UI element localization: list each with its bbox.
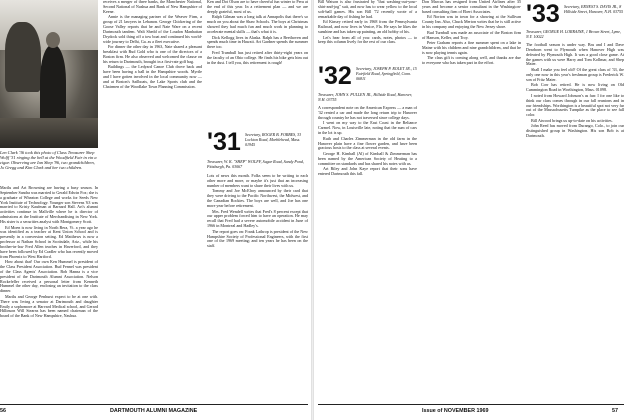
footer-rule: [0, 404, 308, 405]
treasurer-title: Treasurer, GEORGE H. LORRAINE, 1 Brown Street, Lyme, N.Y. 10022: [526, 29, 622, 39]
right-column-4: [526, 43, 624, 406]
paragraph: Ed Kinsey retired early in 1968 from the Pennsylvania Railroad, and now lives in Venice, Fla. He says he likes the sunshine and has taken up painting, an old hobby of his.: [318, 19, 417, 34]
paragraph: Dick Kellogg lives in Alaska. Ralph has a Beethoven and spends much time in Hawaii. Art Gardner spends the summer there too.: [207, 34, 308, 50]
paragraph: How about that! Our own Ken Hummel is president of the Class President Association. Bud Fennel was president of the Class Agents' Association. Bob Hanna is a vice president of the Dartmouth Alumni Association. Nelson Rockefeller received a personal letter from Kenneth Hummel the other day, enclosing an invitation to the class dinner.: [0, 259, 98, 294]
paragraph: Bob Corr has retired. He is now living on Old Cummington Road in Worthington, Mass. 01098.: [526, 82, 624, 93]
paragraph: For dinner the other day in 1963, Nate shared a pleasant breakfast with Bud Gold who is one of the directors of a Boston firm. He also observed and welcomed the clause on his return to Dartmouth, brought in a first-rate golf bag.: [103, 44, 202, 64]
paragraph: Annie is the managing partner of the Weaver Firm, a group of 21 lawyers in Lebanon. George Chickering of the Goose Valley reports that he and Nate Ware on a recent Dartmouth tandem. Walt Shedd of the Loudon Manhattan Drydock sold thing off a tow boat and continued his world-wide journey to Delhi, Ga. as a fleet executive.: [103, 14, 202, 44]
paragraph: Fred Trumbull has just retired after thirty-eight years on the faculty of an Ohio college. He finds his bike gets him out in the dust. I tell you, this retirement is rough!: [207, 49, 308, 65]
paragraph: John Reed has moved from Durango, Colo., to join our distinguished group in Washington. His son Bob is at Dartmouth.: [526, 123, 624, 139]
photo-person: [40, 45, 66, 125]
page-number: 56: [0, 408, 6, 414]
left-page: [0, 0, 312, 420]
secretary-title: Secretary, ERNEST S. DAVIS JR., 8 Hillside Street, Hanover, N.H. 03755: [564, 4, 623, 14]
class-photo: [0, 0, 98, 148]
paragraph: Don Marcus has resigned from United Airlines after 35 years and become a senior consultant in the Washington-based consulting firm of Ebert Associates.: [422, 0, 521, 14]
paragraph: Marilu and George Penhurst expect to be at one with. There was Irving a senator at Dartmouth and daughter Emily a sophomore at Harvard Medical school, and Gerard Hillinson Will Stearns has been named chairman of the board of the Bank of New Hampshire, Nashua.: [0, 293, 98, 319]
paragraph: The class gift is coming along well, and thanks are due to everyone who has taken part in the effort.: [422, 55, 521, 66]
right-column-2: [318, 106, 417, 406]
publication-name: DARTMOUTH ALUMNI MAGAZINE: [110, 408, 198, 414]
paragraph: Bud Turnbull was made an associate of the Boston firm of Hanson, Keller, and Troy.: [422, 29, 521, 40]
left-column-3: [207, 0, 308, 128]
footer-rule: [318, 404, 624, 405]
treasurer-title: Treasurer, W. K. "SHEP" WOLFF, Sugar Road, Sandy Pond, Pittsburgh, Pa. 03067: [207, 159, 304, 169]
treasurer-title: Treasurer, JOHN S. PULLEN JR., Hillside Road, Hanover, N.H. 03755: [318, 92, 413, 102]
left-column-1: [0, 186, 98, 406]
paragraph: Shall I make you feel old? Of the great class of '33, the only one now in this year's freshman group is Frederick W. son of Fritz Maier.: [526, 67, 624, 82]
paragraph: Bill Watson is also frustrated by "that washing-out-your-shirt-and-jog" suit, and now has to wear yellow to the local soft-ball games. His son Bill '72 recently wrote of a remarkable day of fishing he had.: [318, 0, 417, 19]
paragraph: Ed Norton was in town for a showing at the Sullivan County Inn. Also, Chuck Merton writes that he is still active in his company and enjoying the New Jersey shore.: [422, 14, 521, 30]
secretary-title: Secretary, ROGER B. FORBES, 33 Lockton Road, Marblehead, Mass. 01945: [245, 132, 302, 147]
right-page: [314, 0, 628, 420]
paragraph: Ed Moen is now living in North Bera, Vt. a year ago he was identified as a teacher at Kent Union School and is presently in a conversion setting. Ed Matthews is now a professor at Nathan School in Scottsdale, Ariz., while his brother-in-law Fred Allen teaches in Haverford, and they have been followed by Ed Cradler who has recently moved from Phoenix to West Hartford.: [0, 224, 98, 259]
paragraph: The football season is under way. Bru and I and Dave Dearborn went to Plymouth when Hanover High was defeated by Plymouth High. It was a good close game. At the games with us were Harry and Tom Kollmar, and Shep Maier.: [526, 43, 624, 67]
paragraph: receives a merger of three banks, the Manchester National, Second National of Nashua and Bank of New Hampshire of Keene.: [103, 0, 202, 14]
paragraph: Let's hear from all of you: cards, notes, photos — to keep this column lively for the rest of our class.: [318, 34, 417, 45]
paragraph: I went on my way to the East Coast in the Reliance Carmel. Now, in Louisville late, noting that the sum of cars in the lot is up.: [318, 120, 417, 136]
left-column-2: [103, 0, 202, 406]
paragraph: Lots of news this month. Folks seem to be writing to each other more and more, or maybe it's just that an increasing number of members want to share their lives with us.: [207, 174, 308, 188]
issue-date: Issue of NOVEMBER 1969: [422, 408, 489, 414]
right-column-3: [422, 0, 521, 406]
paragraph: Ruth and Charles Zimmerman in the old farm in the Hanover plain have a fine flower garden, and have been gracious hosts to the class at several events.: [318, 135, 417, 151]
paragraph: A correspondent note on the American Express — a man of '32 rented a car and made the long return trip to Hanover through country he has not traversed since college days.: [318, 106, 417, 120]
paragraph: Buildings — the Ledyard Canoe Club drove back and have been having a ball in the Hampshire woods. Myrtle and I have gotten involved in the local community now — and at Boston's Sailboats, the Lake Sports club and the Chairmen of the Woodlake Town Planning Commission.: [103, 64, 202, 89]
paragraph: Mrs. Fred Wendell writes that Fred's 8 percent except that our upper problem forced him to have an operation. He may recall that Fred had a severe automobile accident in June of 1966 in Montreal and Hadley's.: [207, 208, 308, 229]
paragraph: I noted from Howard Johnson's as fun: I for one like to think our class comes through in our fall reunions and in our friendships. Worthington is a beautiful spot not very far out of the Massachusetts Turnpike as the place to see fall color.: [526, 92, 624, 118]
right-column-1: [318, 0, 417, 60]
class-year-33: '33: [526, 0, 560, 28]
paragraph: George H. Kimball (Al) of Kimball & Zimmerman has been named by the American Society of Heating to a committee on standards and has shared his notes with us.: [318, 150, 417, 166]
photo-tree: [5, 22, 41, 92]
paragraph: Peter Graham reports a fine summer spent on a lake in Maine with his children and nine grandchildren, and that he is now playing tennis again.: [422, 40, 521, 55]
left-column-4: [207, 174, 308, 406]
secretary-title: Secretary, JOSEPH P. ROLET JR., 15 Fairfield Road, Springfield, Conn. 06811: [356, 66, 417, 81]
paragraph: The report goes on: Frank Lathrop is president of the New Hampshire Society of Professional Engineers, with the first one of the 1969 meeting; and ten years he has been on the staff.: [207, 228, 308, 249]
class-year-31: '31: [207, 128, 241, 156]
photo-person-head: [46, 32, 60, 48]
paragraph: Ralph Gilman was a long talk at Annapolis that there's so much on you about the Shaw Schools. The boys at Christmas showed they had much fun and much work in planning to accelerate mental skills — that's what it is.: [207, 14, 308, 34]
paragraph: Ken and Dot Olson are to have cheerful fun winter to Peru at the end of this year. In a retirement plan — and we are deeply grateful, most of us.: [207, 0, 308, 14]
paragraph: Tommy and Joe McElroy announced by their card that they were driving to the Pacific Northwest, the Midwest, and the Canadian Rockies. The boys are well, and Joe has one more year before retirement.: [207, 188, 308, 208]
page-number: 57: [612, 408, 618, 414]
paragraph: Marilu and Art Browning are having a busy season. In September Sandra was married to Gerald Edwin Fox; she is a graduate of Wheaton College and works for Seeds New York Institute of Technology. Younger son Stevens '63 was married to Kristy Kaufman at Barnard Hall. Art's alumni activities continue in Mallville where he is director of admissions at the Institute of Merchandising in New York. His sister is a securities analyst with Montgomery Scott.: [0, 186, 98, 224]
paragraph: Bill Atwood brings us up-to-date on his activities.: [531, 117, 613, 123]
paragraph: Art Riley and John Kaye report that their sons have entered Dartmouth this fall.: [318, 166, 417, 177]
class-year-32: '32: [318, 62, 352, 90]
photo-caption: Len Clark '36 took this photo of Class Treasurer Shep Wolff '31 ringing the bell at the Woodfield Fair in vin a cigar. Observing are Ian Shep '96, two grandchildren, Jo Gregg and Kim Clark and her two children.: [0, 150, 97, 170]
photo-ground: [0, 118, 98, 148]
